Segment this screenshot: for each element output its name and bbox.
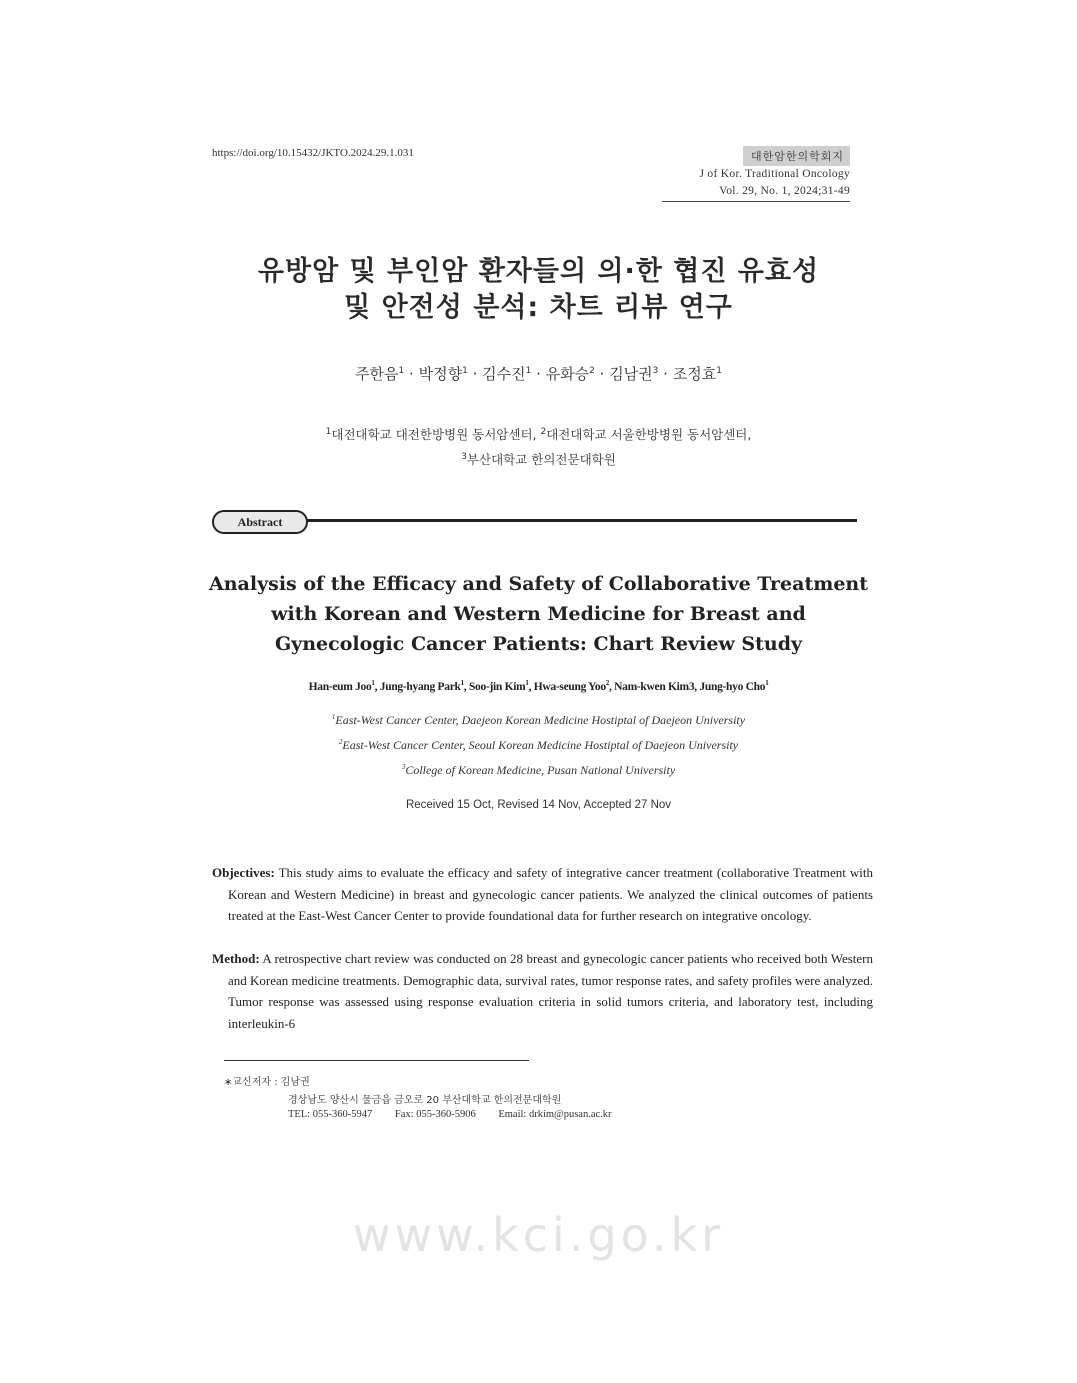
aff-sup: 3 [401, 763, 406, 771]
footnote-email[interactable]: Email: drkim@pusan.ac.kr [498, 1109, 612, 1120]
aff-text: East-West Cancer Center, Seoul Korean Medicine Hostiptal of Daejeon University [342, 738, 739, 752]
author-name: Hwa-seung Yoo [533, 680, 606, 693]
author-separator: · [658, 365, 673, 383]
korean-affiliation-line1 [0, 425, 1077, 443]
author-name: 박정향 [418, 365, 463, 383]
journal-info [662, 146, 850, 202]
abstract-label: Abstract [212, 510, 308, 534]
aff-sup: 1 [325, 426, 332, 437]
doi-link[interactable]: https://doi.org/10.15432/JKTO.2024.29.1.031 [212, 147, 414, 159]
author-separator: · [404, 365, 419, 383]
abstract-rule [306, 519, 857, 522]
aff-text: 대전대학교 대전한방병원 동서암센터, [331, 427, 541, 442]
method-label: Method: [212, 951, 260, 966]
aff-text: 부산대학교 한의전문대학원 [466, 452, 616, 467]
author-name: Jung-hyang Park [379, 680, 461, 693]
author-sup: 2 [605, 679, 609, 687]
journal-tag: 대한암한의학회지 [743, 146, 850, 166]
author-name: Soo-jin Kim [468, 680, 526, 693]
author-sup: 1 [462, 366, 468, 376]
footnote-tel: TEL: 055-360-5947 [288, 1109, 373, 1120]
korean-title-line1: 유방암 및 부인암 환자들의 의·한 협진 유효성 [257, 256, 820, 287]
author-separator: · [467, 365, 483, 383]
korean-authors [0, 363, 1077, 384]
aff-sup: 3 [461, 451, 467, 462]
aff-text: College of Korean Medicine, Pusan National University [405, 763, 676, 777]
author-name: Han-eum Joo [308, 680, 372, 693]
journal-name: J of Kor. Traditional Oncology [699, 168, 850, 180]
author-sup: 1 [716, 366, 722, 376]
author-sup: 1 [525, 679, 529, 687]
author-name: 주한음 [355, 365, 399, 383]
korean-affiliation-line2 [0, 450, 1077, 468]
objectives-label: Objectives: [212, 865, 275, 880]
author-sup: 1 [525, 366, 532, 376]
author-name: 김수진 [482, 365, 526, 383]
korean-title-line2: 및 안전성 분석: 차트 리뷰 연구 [344, 292, 733, 323]
journal-volume: Vol. 29, No. 1, 2024;31-49 [719, 185, 850, 197]
english-affiliation-2 [0, 738, 1077, 753]
aff-sup: 1 [331, 713, 336, 721]
aff-sup: 2 [540, 426, 547, 437]
author-separator: · [594, 365, 610, 383]
footnote-address: 경상남도 양산시 물금읍 금오로 20 부산대학교 한의전문대학원 [288, 1095, 562, 1106]
aff-text: East-West Cancer Center, Daejeon Korean Medicine Hostiptal of Daejeon University [335, 713, 746, 727]
author-sup: 1 [765, 679, 769, 687]
method-text: A retrospective chart review was conducted on 28 breast and gynecologic cancer patients who received both Western and Korean medicine treatments. Demographic data, survival rates, tumor response rates, and safety profiles were analyzed. Tumor response was assessed using response evaluation criteria in solid tumors criteria, and laboratory test, including interleukin-6 [228, 951, 873, 1031]
aff-text: 대전대학교 서울한방병원 동서암센터, [546, 427, 752, 442]
english-title-line3: Gynecologic Cancer Patients: Chart Review Study [274, 633, 803, 655]
author-sup: 3 [652, 366, 659, 376]
footnote-contact [288, 1109, 632, 1120]
kci-watermark: www.kci.go.kr [352, 1208, 725, 1262]
author-sup: 1 [371, 679, 375, 687]
received-dates: Received 15 Oct, Revised 14 Nov, Accepted 27 Nov [405, 799, 672, 811]
author-separator: · [531, 365, 546, 383]
author-name: 유화승 [545, 365, 590, 383]
author-name: Jung-hyo Cho [699, 680, 766, 693]
english-authors: Han-eum Joo$^1$, Jung-hyang Park$^1$, Soo-jin Kim$^1$, Hwa-seung Yoo$^2$, Nam-kwen Kim3, Jung-hyo Cho$^1$ [308, 679, 769, 693]
footnote-rule [224, 1060, 529, 1061]
english-affiliation-1 [0, 713, 1077, 728]
author-sup: 1 [398, 366, 405, 376]
author-name: Nam-kwen Kim3 [614, 680, 695, 693]
footnote-corresponding: ∗교신저자 : 김남권 [224, 1077, 310, 1088]
english-title-line2: with Korean and Western Medicine for Breast and [271, 603, 806, 625]
author-sup: 2 [589, 366, 595, 376]
journal-rule [662, 201, 850, 202]
english-affiliation-3 [0, 763, 1077, 778]
footnote-fax: Fax: 055-360-5906 [394, 1109, 476, 1120]
abstract-method [212, 948, 873, 1034]
author-name: 조정효 [672, 365, 717, 383]
author-sup: 1 [460, 679, 464, 687]
objectives-text: This study aims to evaluate the efficacy and safety of integrative cancer treatment (collaborative Treatment with Korean and Western Medicine) in breast and gynecologic cancer patients. We analyzed the clinical outcomes of patients treated at the East-West Cancer Center to provide foundational data for further research on integrative oncology. [228, 865, 873, 923]
abstract-objectives [212, 862, 873, 927]
author-name: 김남권 [609, 365, 653, 383]
aff-sup: 2 [338, 738, 343, 746]
english-title-line1: Analysis of the Efficacy and Safety of Collaborative Treatment [209, 573, 868, 595]
